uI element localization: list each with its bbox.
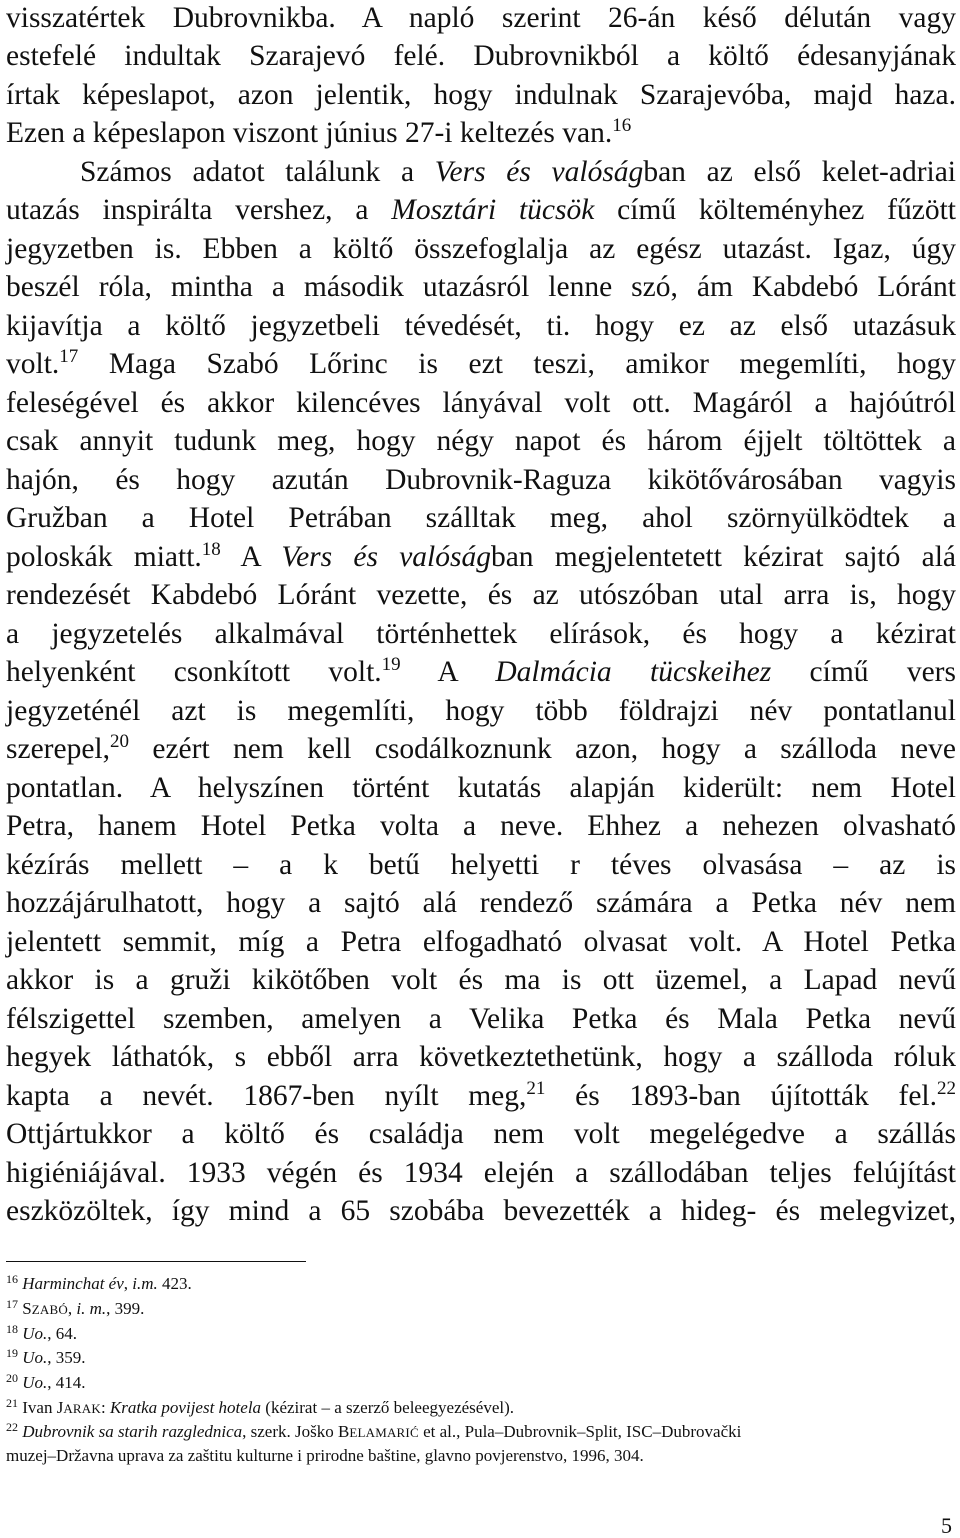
footnote-ref: 20 — [110, 731, 129, 752]
abbreviation: Uo. — [22, 1373, 48, 1392]
text-run: , 414. — [47, 1373, 86, 1392]
text-run: Ottjártukkor a költő és családja nem volt megelégedve a szállás — [6, 1118, 956, 1150]
footnote-ref: 19 — [381, 654, 401, 675]
text-run: című költeményhez fűzött — [594, 194, 956, 226]
work-title: Mosztári tücsök — [391, 194, 595, 226]
text-run: a jegyzetelés alkalmával történhettek elírások, és hogy a kézirat — [6, 618, 956, 650]
text-run: S — [18, 1299, 32, 1318]
work-title: Dubrovnik sa starih razglednica — [22, 1422, 243, 1441]
text-run: kijavítja a költő jegyzetbeli tévedését, ti. hogy ez az első utazásuk — [6, 310, 956, 342]
text-run: beszél róla, mintha a második utazásról lenne szó, ám Kabdebó Lóránt — [6, 271, 956, 303]
text-run: Számos adatot találunk a — [80, 156, 435, 188]
footnote-ref: 17 — [59, 346, 79, 367]
text-run: Gružban a Hotel Petrában szálltak meg, ahol szörnyülködtek a — [6, 502, 956, 534]
work-title: Vers és valóság — [281, 541, 491, 573]
body-line — [6, 847, 956, 883]
footnote — [6, 1396, 956, 1421]
body-line — [6, 346, 956, 382]
footnote-number: 21 — [6, 1396, 18, 1410]
text-run: , 64. — [47, 1324, 78, 1343]
body-line — [6, 462, 956, 498]
text-run: utazás inspirálta vershez, a — [6, 194, 392, 226]
text-run: akkor is a gruži kikötőben volt és ma is ott üzemel, a Lapad nevű — [6, 964, 956, 996]
body-line — [6, 962, 956, 998]
text-run: muzej–Državna uprava za zaštitu kulturne i prirodne baštine, glavno povjerenstvo, 1996, 304. — [6, 1446, 644, 1465]
body-line — [6, 1039, 956, 1075]
abbreviation: i. m. — [76, 1299, 107, 1318]
text-run: helyenként csonkított volt. — [6, 656, 382, 688]
body-line — [6, 885, 956, 921]
footnote-continuation — [6, 1444, 956, 1468]
text-run: A — [400, 656, 496, 688]
text-run: poloskák miatt. — [6, 541, 202, 573]
work-title: Harminchat év — [22, 1274, 124, 1293]
text-run: hegyek láthatók, s ebből arra következtethetünk, hogy a szálloda róluk — [6, 1041, 956, 1073]
text-run: higiéniájával. 1933 végén és 1934 elején a szállodában teljes felújítást — [6, 1157, 956, 1189]
footnote-ref: 16 — [612, 115, 632, 136]
text-run: félszigettel szemben, amelyen a Velika Petka és Mala Petka nevű — [6, 1003, 956, 1035]
text-run: et al., Pula–Dubrovnik–Split, ISC–Dubrovački — [418, 1422, 742, 1441]
body-line — [6, 1155, 956, 1191]
abbreviation: i.m. — [132, 1274, 158, 1293]
footnote — [6, 1371, 956, 1395]
body-line — [6, 539, 956, 575]
body-line — [6, 38, 956, 74]
footnote-ref: 21 — [526, 1078, 546, 1099]
text-run: Maga Szabó Lőrinc is ezt teszi, amikor megemlíti, hogy — [78, 348, 956, 380]
body-line — [6, 423, 956, 459]
body-line — [6, 308, 956, 344]
footnote — [6, 1272, 956, 1296]
page-number: 5 — [941, 1513, 952, 1538]
body-line — [6, 231, 956, 267]
author-name: ZABÓ — [31, 1302, 68, 1317]
work-title: Vers és valóság — [434, 156, 644, 188]
text-run: 423. — [157, 1274, 192, 1293]
text-run: , — [123, 1274, 133, 1293]
footnote-number: 16 — [6, 1272, 18, 1286]
body-line — [6, 770, 956, 806]
work-title: Kratka povijest hotela — [109, 1398, 262, 1417]
text-run: : — [100, 1398, 110, 1417]
work-title: Dalmácia tücskeihez — [495, 656, 772, 688]
author-name: ARAK — [63, 1401, 101, 1416]
text-run: és 1893-ban újították fel. — [545, 1080, 938, 1112]
footnote-ref: 18 — [201, 539, 221, 560]
text-run: , 399. — [106, 1299, 145, 1318]
footnote-ref: 22 — [937, 1078, 957, 1099]
text-run: , — [67, 1299, 77, 1318]
footnote-number: 20 — [6, 1371, 18, 1385]
author-name: ELAMARIĆ — [349, 1425, 419, 1440]
text-run: Ezen a képeslapon viszont június 27-i keltezés van. — [6, 117, 613, 149]
body-line — [6, 115, 956, 151]
text-run: című vers — [771, 656, 956, 688]
text-run: hozzájárulhatott, hogy a sajtó alá rendező számára a Petka név nem — [6, 887, 956, 919]
footnote — [6, 1420, 956, 1445]
text-run: kézírás mellett – a k betű helyetti r téves olvasása – az is — [6, 849, 956, 881]
text-run: jegyzetben is. Ebben a költő összefoglalja az egész utazást. Igaz, úgy — [6, 233, 956, 265]
abbreviation: Uo. — [22, 1348, 48, 1367]
text-run: csak annyit tudunk meg, hogy négy napot és három éjjelt töltöttek a — [6, 425, 956, 457]
text-run: feleségével és akkor kilencéves lányával volt ott. Magáról a hajóútról — [6, 387, 956, 419]
text-run: A — [220, 541, 282, 573]
text-run: Ivan J — [18, 1398, 64, 1417]
text-run: kapta a nevét. 1867-ben nyílt meg, — [6, 1080, 527, 1112]
text-run: , 359. — [47, 1348, 86, 1367]
body-line — [6, 616, 956, 652]
text-run: jegyzeténél azt is megemlíti, hogy több földrajzi név pontatlanul — [6, 695, 956, 727]
body-line — [6, 693, 956, 729]
body-line — [6, 1116, 956, 1152]
body-line — [6, 269, 956, 305]
body-line — [6, 731, 956, 767]
body-line — [6, 808, 956, 844]
text-run: volt. — [6, 348, 60, 380]
text-run: , szerk. Joško B — [242, 1422, 350, 1441]
text-run: ban az első kelet-adriai — [643, 156, 957, 188]
text-run: rendezését Kabdebó Lóránt vezette, és az utószóban utal arra is, hogy — [6, 579, 956, 611]
footnote — [6, 1322, 956, 1346]
footnote-number: 17 — [6, 1297, 18, 1311]
body-line — [6, 192, 956, 228]
text-run: visszatértek Dubrovnikba. A napló szerint 26-án késő délután vagy — [6, 2, 956, 34]
footnote-number: 19 — [6, 1346, 18, 1360]
body-line — [6, 654, 956, 690]
footnote — [6, 1346, 956, 1370]
body-line — [6, 77, 956, 113]
text-run: írtak képeslapot, azon jelentik, hogy indulnak Szarajevóba, majd haza. — [6, 79, 956, 111]
footnote-number: 18 — [6, 1322, 18, 1336]
abbreviation: Uo. — [22, 1324, 48, 1343]
body-line — [6, 0, 956, 36]
text-run: szerepel, — [6, 733, 110, 765]
body-line — [6, 1193, 956, 1229]
text-run: estefelé indultak Szarajevó felé. Dubrovnikból a költő édesanyjának — [6, 40, 956, 72]
body-line — [6, 385, 956, 421]
text-run: ban megjelentetett kézirat sajtó alá — [490, 541, 956, 573]
text-run: eszközöltek, így mind a 65 szobába bevezették a hideg- és melegvizet, — [6, 1195, 956, 1227]
text-run: (kézirat – a szerző beleegyezésével). — [261, 1398, 514, 1417]
body-line — [6, 1078, 956, 1114]
body-line — [6, 924, 956, 960]
body-line — [6, 500, 956, 536]
body-line — [6, 1001, 956, 1037]
text-run: Petra, hanem Hotel Petka volta a neve. Ehhez a nehezen olvasható — [6, 810, 956, 842]
footnote-number: 22 — [6, 1420, 18, 1434]
text-run: hajón, és hogy azután Dubrovnik-Raguza kikötővárosában vagyis — [6, 464, 956, 496]
body-line — [80, 154, 956, 190]
text-run: ezért nem kell csodálkoznunk azon, hogy a szálloda neve — [129, 733, 956, 765]
text-run: jelentett semmit, míg a Petra elfogadható olvasat volt. A Hotel Petka — [6, 926, 956, 958]
footnote-divider — [6, 1261, 306, 1262]
footnote — [6, 1297, 956, 1322]
text-run: pontatlan. A helyszínen történt kutatás alapján kiderült: nem Hotel — [6, 772, 956, 804]
body-line — [6, 577, 956, 613]
